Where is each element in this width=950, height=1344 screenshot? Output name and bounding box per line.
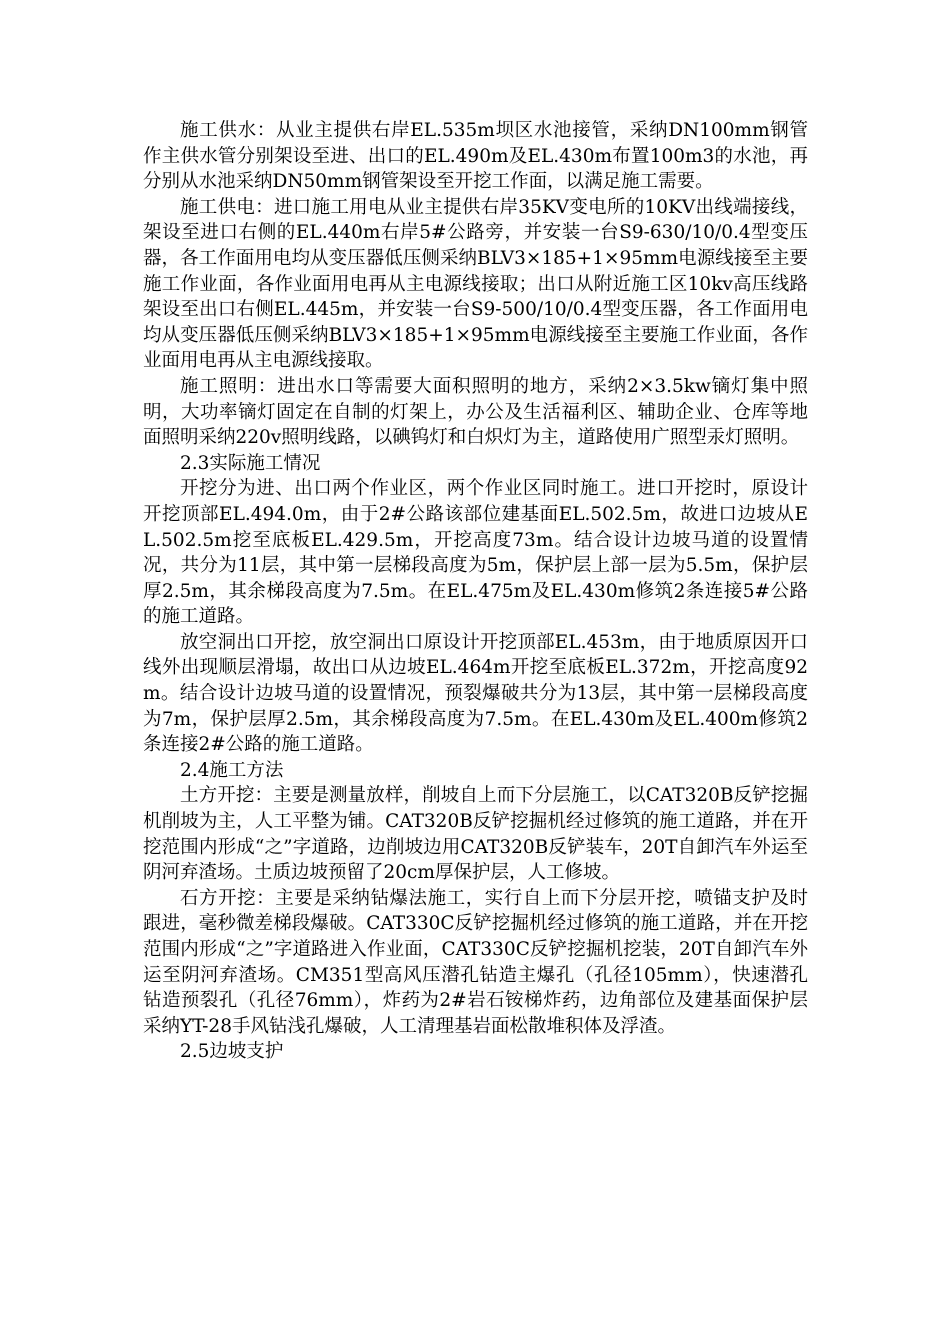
paragraph-power-supply: 施工供电：进口施工用电从业主提供右岸35KV变电所的10KV出线端接线，架设至进口右侧的EL.440m右岸5#公路旁，并安装一台S9-630/10/0.4型变压器，各工作面用电均从变压器低压侧采纳BLV3×185+1×95mm电源线接至主要施工作业面，各作业面用电再从主电源线接取；出口从附近施工区10kv高压线路架设至出口右侧EL.445m，并安装一台S9-500/10/0.4型变压器，各工作面用电均从变压器低压侧采纳BLV3×185+1×95mm电源线接至主要施工作业面，各作业面用电再从主电源线接取。 <box>143 196 808 372</box>
paragraph-water-supply: 施工供水：从业主提供右岸EL.535m坝区水池接管，采纳DN100mm钢管作主供水管分别架设至进、出口的EL.490m及EL.430m布置100m3的水池，再分别从水池采纳DN50mm钢管架设至开挖工作面，以满足施工需要。 <box>143 120 808 193</box>
paragraph-outlet-excavation: 放空洞出口开挖，放空洞出口原设计开挖顶部EL.453m，由于地质原因开口线外出现顺层滑塌，故出口从边坡EL.464m开挖至底板EL.372m，开挖高度92m。结合设计边坡马道的设置情况，预裂爆破共分为13层，其中第一层梯段高度为7m，保护层厚2.5m，其余梯段高度为7.5m。在EL.430m及EL.400m修筑2条连接2#公路的施工道路。 <box>143 631 808 756</box>
paragraph-earth-excavation: 土方开挖：主要是测量放样，削坡自上而下分层施工，以CAT320B反铲挖掘机削坡为主，人工平整为铺。CAT320B反铲挖掘机经过修筑的施工道路，并在开挖范围内形成“之”字道路，边削坡边用CAT320B反铲装车，20T自卸汽车外运至阴河弃渣场。土质边坡预留了20cm厚保护层，人工修坡。 <box>143 785 808 884</box>
section-heading-2-3: 2.3实际施工情况 <box>180 452 321 474</box>
paragraph-lighting: 施工照明：进出水口等需要大面积照明的地方，采纳2×3.5kw镝灯集中照明，大功率镝灯固定在自制的灯架上，办公及生活福利区、辅助企业、仓库等地面照明采纳220v照明线路，以碘钨灯和白炽灯为主，道路使用广照型汞灯照明。 <box>143 375 808 449</box>
paragraph-inlet-excavation: 开挖分为进、出口两个作业区，两个作业区同时施工。进口开挖时，原设计开挖顶部EL.494.0m，由于2#公路该部位建基面EL.502.5m，故进口边坡从EL.502.5m挖至底板EL.429.5m，开挖高度73m。结合设计边坡马道的设置情况，共分为11层，其中第一层梯段高度为5m，保护层上部一层为5.5m，保护层厚2.5m，其余梯段高度为7.5m。在EL.475m及EL.430m修筑2条连接5#公路的施工道路。 <box>143 478 808 628</box>
section-heading-2-5: 2.5边坡支护 <box>180 1041 284 1063</box>
section-heading-2-4: 2.4施工方法 <box>180 759 284 781</box>
document-page <box>143 118 808 1065</box>
paragraph-rock-excavation: 石方开挖：主要是采纳钻爆法施工，实行自上而下分层开挖，喷锚支护及时跟进，毫秒微差梯段爆破。CAT330C反铲挖掘机经过修筑的施工道路，并在开挖范围内形成“之”字道路进入作业面，CAT330C反铲挖掘机挖装，20T自卸汽车外运至阴河弃渣场。CM351型高风压潜孔钻造主爆孔（孔径105mm），快速潜孔钻造预裂孔（孔径76mm），炸药为2#岩石铵梯炸药，边角部位及建基面保护层采纳YT-28手风钻浅孔爆破，人工清理基岩面松散堆积体及浮渣。 <box>143 887 808 1037</box>
